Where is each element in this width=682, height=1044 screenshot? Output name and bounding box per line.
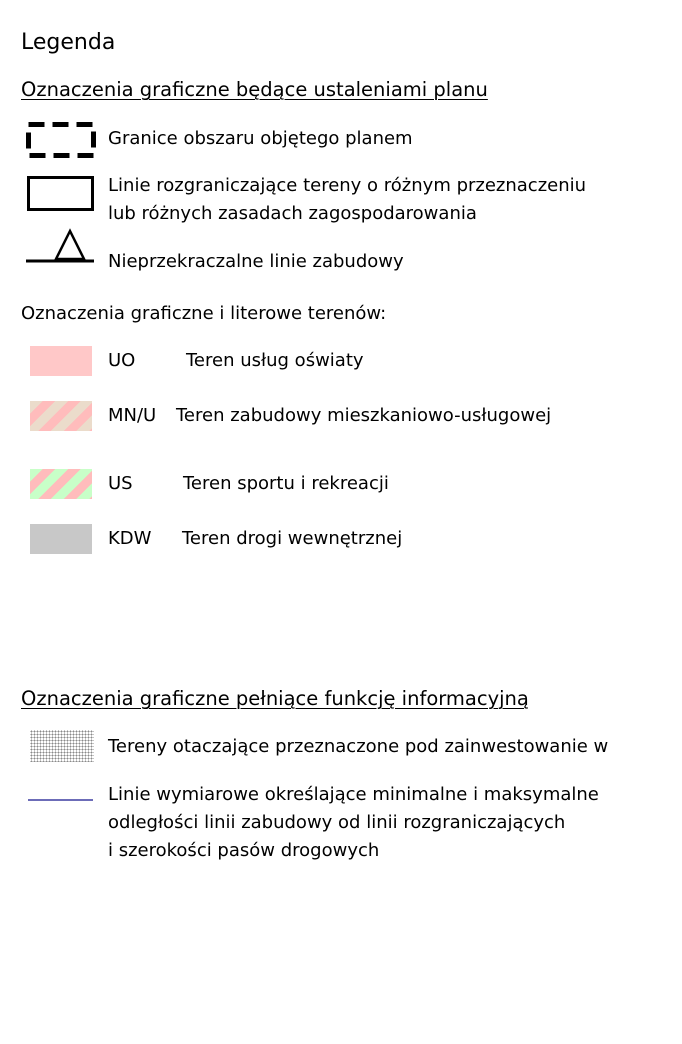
swatch-us: [30, 469, 92, 499]
swatch-uo: [30, 346, 92, 376]
name-us: Teren sportu i rekreacji: [183, 473, 389, 494]
name-uo: Teren usług oświaty: [186, 350, 364, 371]
triangle-line-icon: [26, 228, 96, 266]
name-kdw: Teren drogi wewnętrznej: [182, 528, 403, 549]
legend-item-demarcation-label-line1: Linie rozgraniczające tereny o różnym przeznaczeniu: [108, 175, 587, 196]
code-mnu: MN/U: [108, 405, 157, 426]
legend-item-dimension-label-line2: odległości linii zabudowy od linii rozgraniczających: [108, 812, 566, 833]
legend-item-building-line-label: Nieprzekraczalne linie zabudowy: [108, 251, 404, 272]
swatch-kdw: [30, 524, 92, 554]
dashed-boundary-icon: [26, 122, 96, 158]
legend-item-boundary-label: Granice obszaru objętego planem: [108, 128, 413, 149]
code-us: US: [108, 473, 133, 494]
legend-item-dimension-label-line3: i szerokości pasów drogowych: [108, 840, 380, 861]
name-mnu: Teren zabudowy mieszkaniowo-usługowej: [176, 405, 552, 426]
section-heading-plan-determinations: Oznaczenia graficzne będące ustaleniami planu: [21, 78, 488, 101]
code-kdw: KDW: [108, 528, 152, 549]
swatch-mnu: [30, 401, 92, 431]
rectangle-outline-icon: [27, 176, 95, 212]
section-heading-land-designations: Oznaczenia graficzne i literowe terenów:: [21, 303, 387, 324]
code-uo: UO: [108, 350, 136, 371]
legend-item-demarcation-label-line2: lub różnych zasadach zagospodarowania: [108, 203, 477, 224]
dotted-area-icon: [30, 730, 94, 762]
legend-item-dimension-label-line1: Linie wymiarowe określające minimalne i maksymalne: [108, 784, 599, 805]
legend-title: Legenda: [21, 30, 116, 55]
dimension-line-icon: [28, 796, 94, 802]
section-heading-informational: Oznaczenia graficzne pełniące funkcję informacyjną: [21, 687, 529, 710]
legend-item-surrounding-areas-label: Tereny otaczające przeznaczone pod zainwestowanie w: [108, 736, 609, 757]
